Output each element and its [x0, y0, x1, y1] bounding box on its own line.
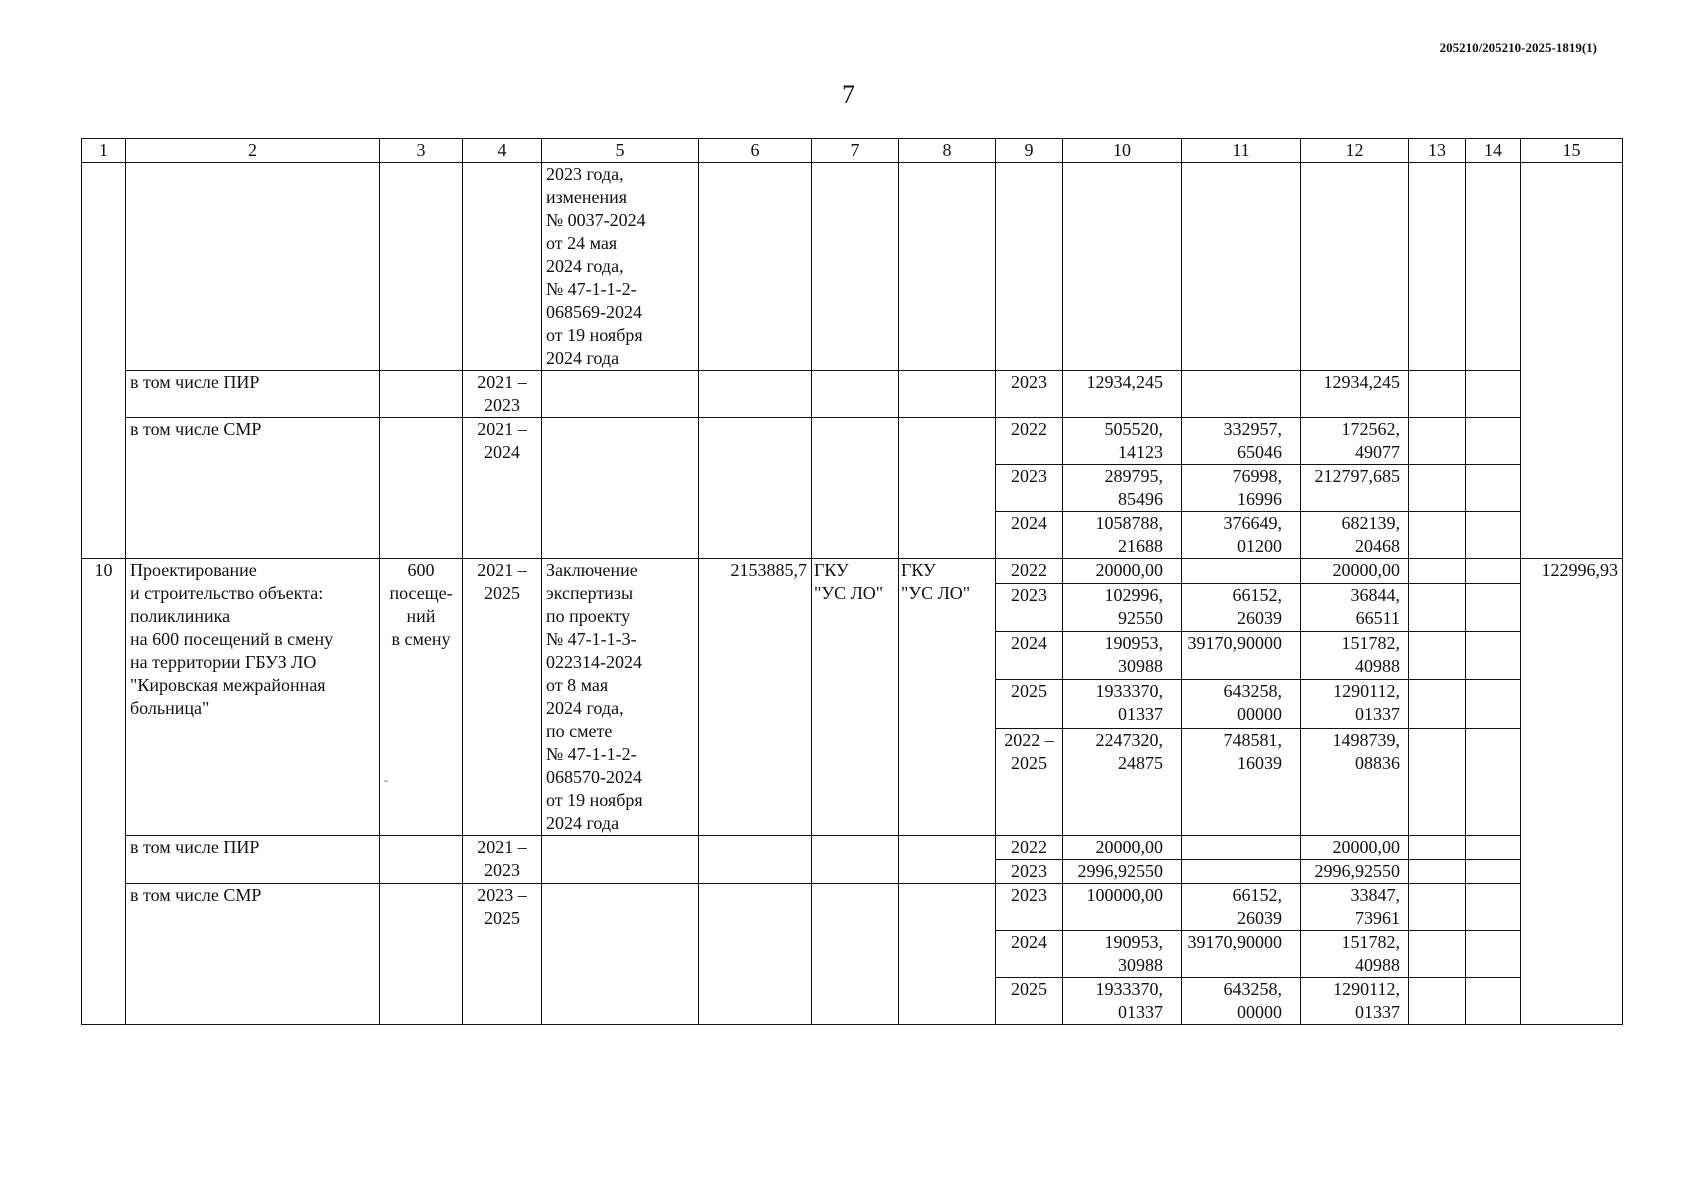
empty-cell [812, 418, 899, 559]
col14-cell [1466, 931, 1521, 978]
smr-total: 505520, 14123 [1063, 418, 1182, 465]
pir-federal [1182, 371, 1301, 418]
col13-cell [1409, 884, 1466, 931]
smr-total: 190953, 30988 [1063, 931, 1182, 978]
smr-total: 1058788, 21688 [1063, 512, 1182, 559]
empty-cell [699, 418, 812, 559]
pir-row [82, 836, 1623, 860]
customer-cell [812, 163, 899, 371]
empty-cell [899, 371, 996, 418]
pir-period: 2021 – 2023 [463, 371, 542, 418]
smr-label: в том числе СМР [126, 418, 380, 559]
object-10-federal: 39170,90000 [1182, 632, 1301, 680]
pir-regional: 2996,92550 [1301, 860, 1409, 884]
smr-year: 2022 [996, 418, 1063, 465]
smr-regional: 151782, 40988 [1301, 931, 1409, 978]
smr-regional: 33847, 73961 [1301, 884, 1409, 931]
object-10-year: 2025 [996, 680, 1063, 728]
object-10-regional: 1290112, 01337 [1301, 680, 1409, 728]
period-cell [463, 163, 542, 371]
col13-cell [1409, 836, 1466, 860]
empty-cell [1301, 163, 1409, 371]
empty-cell [1063, 163, 1182, 371]
col14-cell [1466, 583, 1521, 631]
empty-cell [812, 836, 899, 884]
pir-year: 2023 [996, 371, 1063, 418]
pir-total: 2996,92550 [1063, 860, 1182, 884]
col13-cell [1409, 418, 1466, 465]
column-header-6: 6 [699, 139, 812, 163]
column-header-1: 1 [82, 139, 126, 163]
smr-row [82, 884, 1623, 931]
object-10-year: 2022 – 2025 [996, 728, 1063, 835]
object-10-year: 2022 [996, 559, 1063, 584]
smr-federal: 376649, 01200 [1182, 512, 1301, 559]
col14-cell [1466, 512, 1521, 559]
object-10-federal: 643258, 00000 [1182, 680, 1301, 728]
empty-cell [542, 371, 699, 418]
col13-cell [1409, 512, 1466, 559]
document-registration-number: 205210/205210-2025-1819(1) [1439, 40, 1597, 55]
stray-mark: - [384, 773, 388, 787]
developer: ГКУ "УС ЛО" [899, 559, 996, 836]
empty-cell [996, 163, 1063, 371]
col13-cell [1409, 728, 1466, 835]
row-number-10: 10 [82, 559, 126, 1025]
developer-cell [899, 163, 996, 371]
object-10-regional: 36844, 66511 [1301, 583, 1409, 631]
col14-cell [1466, 418, 1521, 465]
column-header-5: 5 [542, 139, 699, 163]
pir-year: 2023 [996, 860, 1063, 884]
pir-label: в том числе ПИР [126, 371, 380, 418]
smr-period: 2023 – 2025 [463, 884, 542, 1025]
pir-total: 20000,00 [1063, 836, 1182, 860]
customer: ГКУ "УС ЛО" [812, 559, 899, 836]
column-header-3: 3 [380, 139, 463, 163]
col14-cell [1466, 860, 1521, 884]
object-10-regional: 151782, 40988 [1301, 632, 1409, 680]
col13-cell [1409, 559, 1466, 584]
empty-cell [1182, 163, 1301, 371]
empty-cell [699, 836, 812, 884]
column-header-10: 10 [1063, 139, 1182, 163]
capacity-cell [380, 836, 463, 884]
object-name-cell [126, 163, 380, 371]
column-header-7: 7 [812, 139, 899, 163]
pir-total: 12934,245 [1063, 371, 1182, 418]
object-10-year: 2024 [996, 632, 1063, 680]
empty-cell [899, 836, 996, 884]
smr-label: в том числе СМР [126, 884, 380, 1025]
empty-cell [542, 884, 699, 1025]
row-number-cell [82, 163, 126, 559]
object-10-regional: 1498739, 08836 [1301, 728, 1409, 835]
col15-value: 122996,93 [1521, 559, 1623, 1025]
col13-cell [1409, 860, 1466, 884]
col14-cell [1466, 680, 1521, 728]
smr-period: 2021 – 2024 [463, 418, 542, 559]
expertise-document-cell: 2023 года, изменения № 0037-2024 от 24 мая 2024 года, № 47-1-1-2- 068569-2024 от 19 ноября 2024 года [542, 163, 699, 371]
continuation-row [82, 163, 1623, 371]
column-header-4: 4 [463, 139, 542, 163]
col13-cell [1409, 632, 1466, 680]
col13-cell [1409, 978, 1466, 1025]
col13-cell [1409, 465, 1466, 512]
column-header-13: 13 [1409, 139, 1466, 163]
object-10-regional: 20000,00 [1301, 559, 1409, 584]
header-row [82, 139, 1623, 163]
smr-regional: 682139, 20468 [1301, 512, 1409, 559]
col15-cell [1521, 163, 1623, 559]
smr-year: 2025 [996, 978, 1063, 1025]
column-header-14: 14 [1466, 139, 1521, 163]
expertise-document: Заключение экспертизы по проекту № 47-1-1-3- 022314-2024 от 8 мая 2024 года, по смете № 47-1-1-2- 068570-2024 от 19 ноября 2024 года [542, 559, 699, 836]
column-header-12: 12 [1301, 139, 1409, 163]
smr-regional: 212797,685 [1301, 465, 1409, 512]
empty-cell [542, 418, 699, 559]
smr-federal: 332957, 65046 [1182, 418, 1301, 465]
program-table [81, 138, 1623, 1025]
empty-cell [699, 371, 812, 418]
col13-cell [1409, 931, 1466, 978]
column-header-2: 2 [126, 139, 380, 163]
empty-cell [1409, 163, 1466, 371]
pir-regional: 20000,00 [1301, 836, 1409, 860]
empty-cell [899, 418, 996, 559]
pir-label: в том числе ПИР [126, 836, 380, 884]
col13-cell [1409, 680, 1466, 728]
col14-cell [1466, 371, 1521, 418]
object-10-year: 2023 [996, 583, 1063, 631]
smr-regional: 172562, 49077 [1301, 418, 1409, 465]
col14-cell [1466, 836, 1521, 860]
object-10-total: 1933370, 01337 [1063, 680, 1182, 728]
smr-federal: 66152, 26039 [1182, 884, 1301, 931]
col14-cell [1466, 728, 1521, 835]
object-10-federal [1182, 559, 1301, 584]
pir-federal [1182, 836, 1301, 860]
pir-federal [1182, 860, 1301, 884]
capacity: 600 посеще- ний в смену - [380, 559, 463, 836]
smr-total: 1933370, 01337 [1063, 978, 1182, 1025]
smr-year: 2024 [996, 512, 1063, 559]
capacity-cell [380, 884, 463, 1025]
empty-cell [812, 884, 899, 1025]
period: 2021 – 2025 [463, 559, 542, 836]
empty-cell [812, 371, 899, 418]
column-header-9: 9 [996, 139, 1063, 163]
col13-cell [1409, 371, 1466, 418]
pir-period: 2021 – 2023 [463, 836, 542, 884]
object-10-federal: 748581, 16039 [1182, 728, 1301, 835]
empty-cell [899, 884, 996, 1025]
page-number: 7 [842, 80, 855, 109]
pir-row [82, 371, 1623, 418]
smr-total: 289795, 85496 [1063, 465, 1182, 512]
column-header-11: 11 [1182, 139, 1301, 163]
col14-cell [1466, 978, 1521, 1025]
smr-federal: 643258, 00000 [1182, 978, 1301, 1025]
col14-cell [1466, 632, 1521, 680]
col13-cell [1409, 583, 1466, 631]
capacity-cell [380, 418, 463, 559]
smr-federal: 39170,90000 [1182, 931, 1301, 978]
col14-cell [1466, 559, 1521, 584]
smr-row [82, 418, 1623, 465]
object-10-total: 20000,00 [1063, 559, 1182, 584]
smr-year: 2024 [996, 931, 1063, 978]
smr-total: 100000,00 [1063, 884, 1182, 931]
smr-year: 2023 [996, 465, 1063, 512]
object-10-total: 102996, 92550 [1063, 583, 1182, 631]
pir-year: 2022 [996, 836, 1063, 860]
empty-cell [699, 884, 812, 1025]
col14-cell [1466, 465, 1521, 512]
empty-cell [542, 836, 699, 884]
smr-year: 2023 [996, 884, 1063, 931]
pir-regional: 12934,245 [1301, 371, 1409, 418]
col14-cell [1466, 884, 1521, 931]
object-10-total: 2247320, 24875 [1063, 728, 1182, 835]
object-10-row [82, 559, 1623, 584]
cost-cell [699, 163, 812, 371]
object-10-total: 190953, 30988 [1063, 632, 1182, 680]
capacity-cell [380, 163, 463, 371]
object-name: Проектирование и строительство объекта: поликлиника на 600 посещений в смену на территории ГБУЗ ЛО "Кировская межрайонная больница" [126, 559, 380, 836]
capacity-cell [380, 371, 463, 418]
estimated-cost: 2153885,7 [699, 559, 812, 836]
empty-cell [1466, 163, 1521, 371]
smr-federal: 76998, 16996 [1182, 465, 1301, 512]
smr-regional: 1290112, 01337 [1301, 978, 1409, 1025]
object-10-federal: 66152, 26039 [1182, 583, 1301, 631]
column-header-8: 8 [899, 139, 996, 163]
column-header-15: 15 [1521, 139, 1623, 163]
